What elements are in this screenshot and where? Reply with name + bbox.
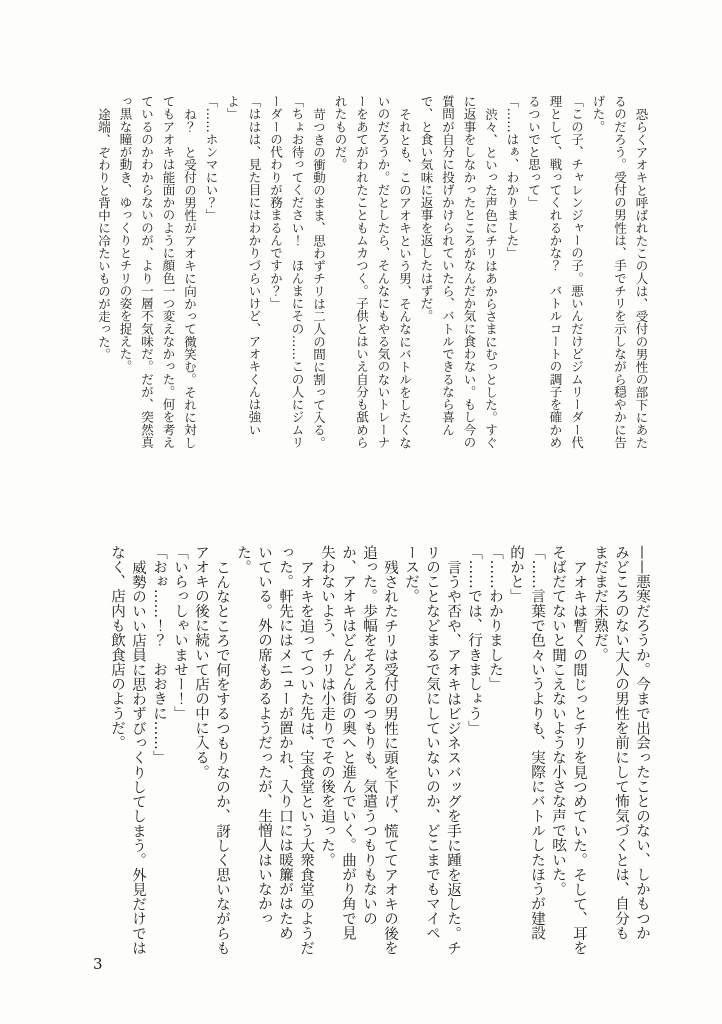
paragraph: 残されたチリは受付の男性に頭を下げ、慌ててアオキの後を追った。歩幅をそろえるつもりも、気遣うつもりもないのか、アオキはどんどん街の奥へと進んでいく。曲がり角で見失わないよう、チリは小走りでその後を追った。 [319,545,398,955]
paragraph: 「……ホンマにい？」 [204,95,219,222]
paragraph: 「おぉ……！？ おおきに……」 [151,545,167,765]
paragraph: アオキを追ってついた先は、宝食堂という大衆食堂のようだった。軒先にはメニューが置かれ、入り口には暖簾がはためいている。外の席もあるようだったが、生憎人はいなかった。 [235,545,314,955]
paragraph: 「……はぁ、わかりました」 [505,95,520,260]
paragraph: 途端、ぞわりと背中に冷たいものが走った。 [96,107,112,360]
paragraph: 「……言葉で色々いうよりも、実際にバトルしたほうが建設的かと」 [508,545,545,941]
paragraph: 恐らくアオキと呼ばれたこの人は、受付の男性の部下にあたるのだろう。受付の男性は、手でチリを示しながら穏やかに告げた。 [591,95,649,449]
paragraph: 威勢のいい店員に思わずびっくりしてしまう。外見だけではなく、店内も飲食店のようだ。 [109,545,146,955]
paragraph: ね？ と受付の男性がアオキに向かって微笑む。それに対してもアオキは能面かのように顔色一つ変えなかった。何を考えているのかわからないのが、より一層不気味だ。だが、突然真っ黒な瞳が動き、ゆっくりとチリの姿を捉えた。 [118,95,198,449]
paragraph: 「ははは、見た目にはわかりづらいけど、アオキくんは強いよ」 [225,95,262,436]
paragraph: 言うや否や、アオキはビジネスバッグを手に踵を返した。チリのことなどまるで気にしていないのか、どこまでもマイペースだ。 [403,545,461,955]
page-number: 3 [93,955,103,973]
paragraph: それとも、このアオキという男、そんなにバトルをしたくないのだろうか。だとしたら、そんなにもやる気のないトレーナーをあてがわれたこともムカつく。子供とはいえ自分も舐められたものだ。 [333,95,413,449]
paragraph: 「この子、チャレンジャーの子。悪いんだけどジムリーダー代理として、戦ってくれるかな？ バトルコートの調子を確かめるついでと思って」 [526,95,585,449]
paragraph: 渋々、といった声色にチリはあからさまにむっとした。すぐに返事をしなかったところがなんだか気に食わない。もし今の質問が自分に投げかけられていたら、バトルできるなら喜んで、と食い気味に返事を返したはずだ。 [419,95,499,449]
top-text-block [93,95,652,449]
paragraph: 「ちょお待ってください！ ほんまにその……この人にジムリーダーの代わりが務まるんですか？」 [268,95,305,449]
paragraph: 「……わかりました」 [487,545,503,692]
paragraph: 苛つきの衝動のまま、思わずチリは二人の間に割って入る。 [311,107,327,449]
paragraph: アオキは暫くの間じっとチリを見つめていた。そして、耳をそばだてないと聞こえないような小さな声で呟いた。 [550,545,587,955]
paragraph: 「……では、行きましょう」 [466,545,482,736]
paragraph: こんなところで何をするつもりなのか、訝しく思いながらもアオキの後に続いて店の中に入る。 [193,545,230,955]
paragraph: 「いらっしゃいませー！」 [172,545,188,721]
bottom-text-block [106,545,652,955]
paragraph: ——悪寒だろうか。今まで出会ったことのない、しかもつかみどころのない大人の男性を前にして怖気づくとは、自分もまだまだ未熟だ。 [592,545,650,941]
